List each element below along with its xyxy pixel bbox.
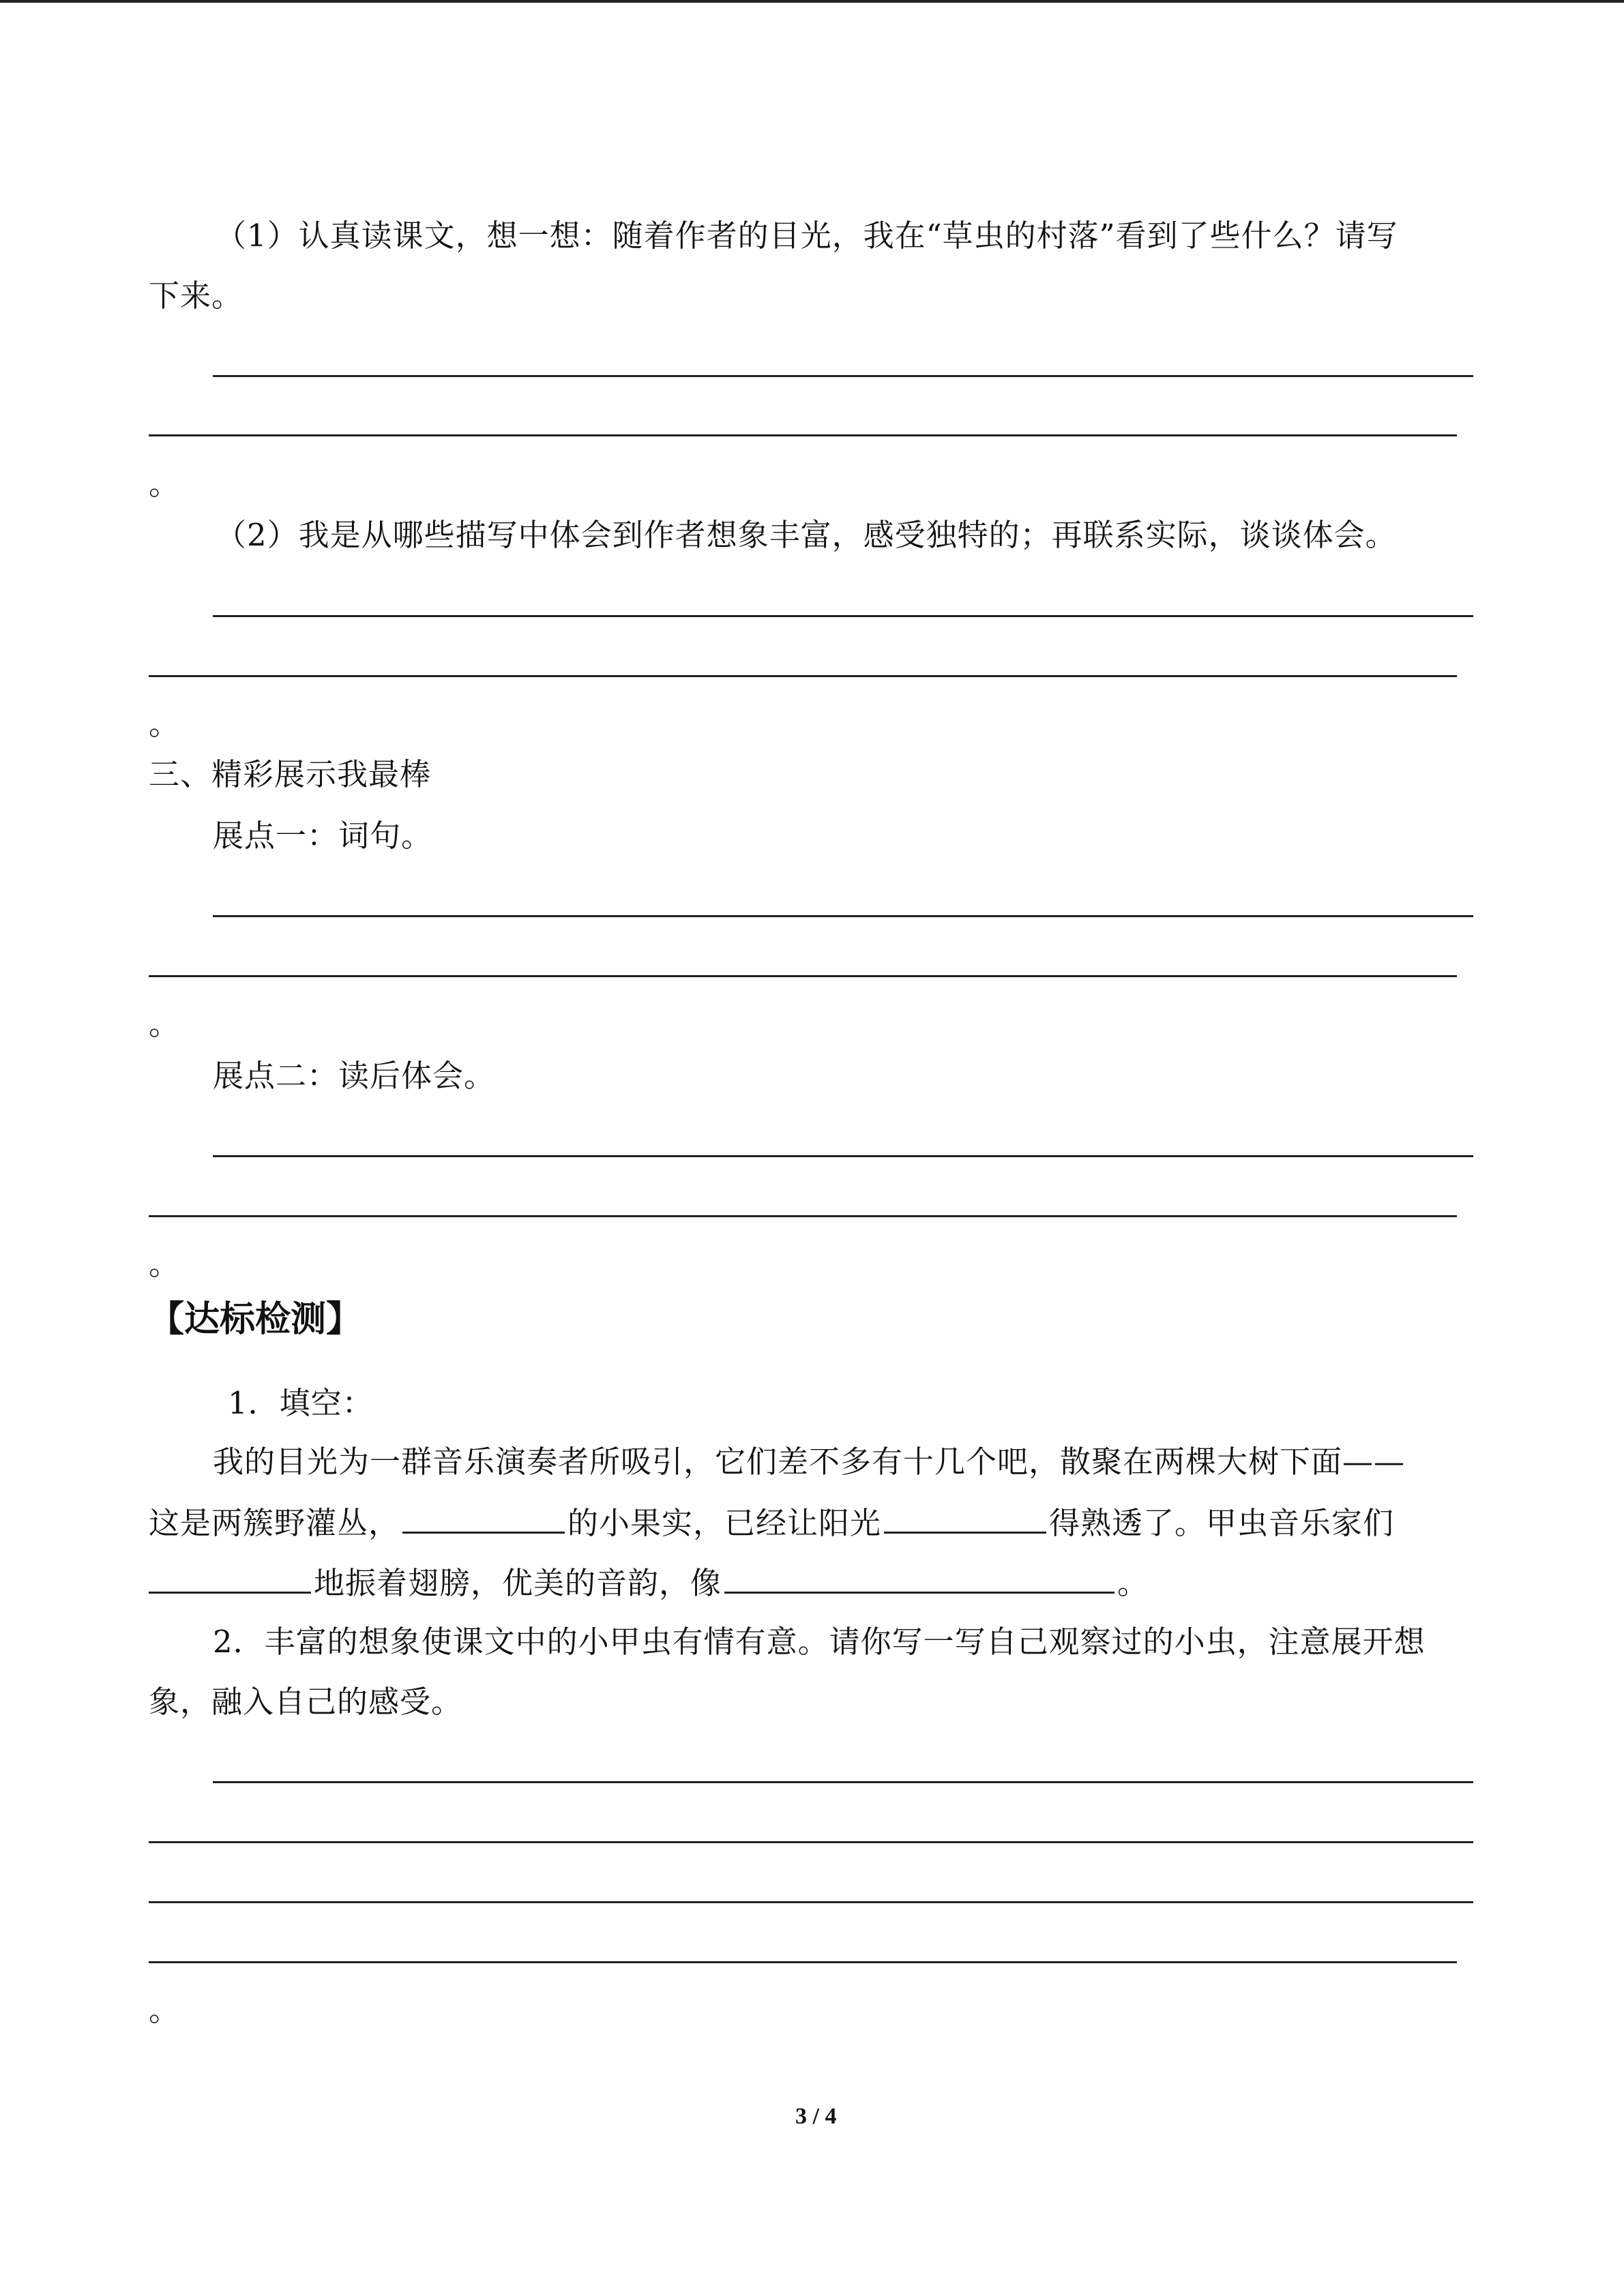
showcase-point-2: 展点二：读后体会。 xyxy=(213,1058,496,1094)
answer-end-mark: 。 xyxy=(149,1246,181,1282)
fill-blank-text: 得熟透了。甲虫音乐家们 xyxy=(1049,1505,1395,1541)
fill-blank-title: 1．填空： xyxy=(228,1385,374,1421)
writing-task-text-cont: 象，融入自己的感受。 xyxy=(149,1684,463,1720)
question-2-text: （2）我是从哪些描写中体会到作者想象丰富，感受独特的；再联系实际，谈谈体会。 xyxy=(216,517,1397,553)
answer-line[interactable] xyxy=(149,1215,1457,1217)
answer-end-mark: 。 xyxy=(149,1006,181,1042)
page-number: 3 / 4 xyxy=(795,2104,837,2129)
fill-blank-slot[interactable] xyxy=(149,1562,311,1594)
answer-line[interactable] xyxy=(149,975,1457,977)
fill-blank-text: 这是两簇野灌丛， xyxy=(149,1505,400,1541)
writing-task-text: 2．丰富的想象使课文中的小甲虫有情有意。请你写一写自己观察过的小虫，注意展开想 xyxy=(213,1624,1426,1660)
answer-end-mark: 。 xyxy=(149,706,181,742)
top-border-rule xyxy=(0,0,1624,3)
fill-blank-slot[interactable] xyxy=(402,1502,565,1534)
answer-end-mark: 。 xyxy=(149,1992,181,2028)
fill-blank-line-1: 我的目光为一群音乐演奏者所吸引，它们差不多有十几个吧，散聚在两棵大树下面—— xyxy=(213,1444,1406,1480)
fill-blank-text: 的小果实，已经让阳光 xyxy=(567,1505,882,1541)
fill-blank-text: 。 xyxy=(1117,1565,1149,1601)
fill-blank-line-2 xyxy=(149,1502,1394,1544)
assessment-heading: 【达标检测】 xyxy=(149,1299,362,1340)
question-1-text: （1）认真读课文，想一想：随着作者的目光，我在“草虫的村落”看到了些什么？请写 xyxy=(216,218,1398,254)
section-three-heading: 三、精彩展示我最棒 xyxy=(149,756,432,792)
answer-line[interactable] xyxy=(213,615,1473,617)
fill-blank-slot[interactable] xyxy=(724,1562,1114,1594)
answer-line[interactable] xyxy=(213,915,1473,917)
showcase-point-1: 展点一：词句。 xyxy=(213,818,433,854)
answer-line[interactable] xyxy=(149,434,1457,436)
fill-blank-slot[interactable] xyxy=(884,1502,1046,1534)
answer-line[interactable] xyxy=(149,1901,1473,1903)
answer-line[interactable] xyxy=(213,375,1473,377)
answer-line[interactable] xyxy=(149,1961,1457,1963)
fill-blank-line-3 xyxy=(149,1562,1149,1604)
answer-line[interactable] xyxy=(149,675,1457,677)
answer-line[interactable] xyxy=(213,1155,1473,1157)
answer-end-mark: 。 xyxy=(149,466,181,502)
question-1-text-cont: 下来。 xyxy=(149,278,243,314)
answer-line[interactable] xyxy=(149,1841,1473,1843)
fill-blank-text: 地振着翅膀，优美的音韵，像 xyxy=(314,1565,722,1601)
answer-line[interactable] xyxy=(213,1781,1473,1783)
